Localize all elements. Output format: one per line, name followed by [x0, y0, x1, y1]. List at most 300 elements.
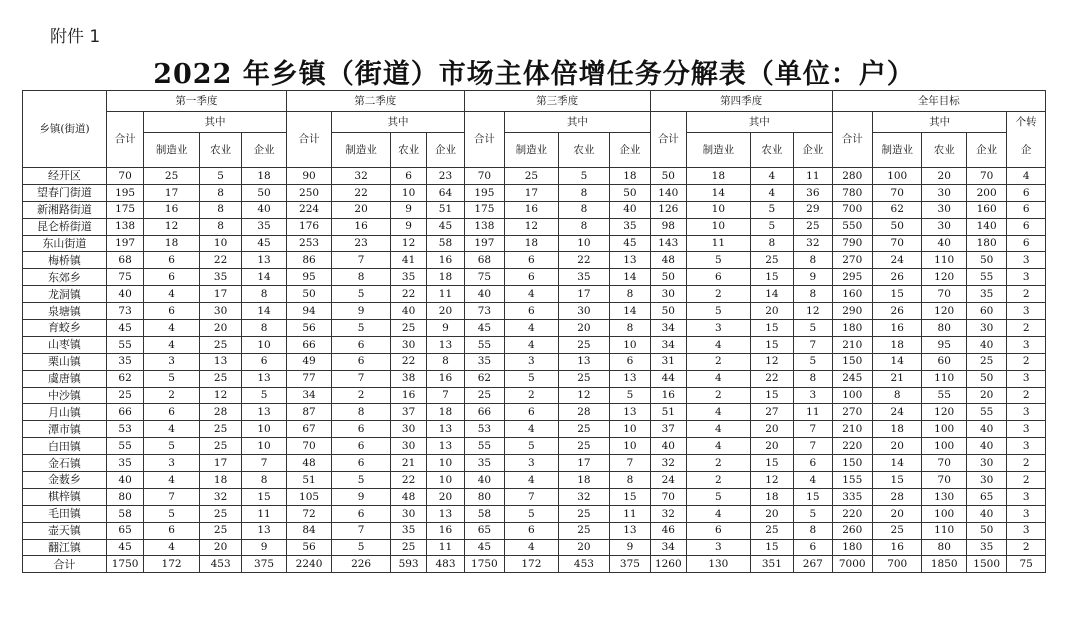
- table-row: [23, 336, 1046, 353]
- cell: 10: [242, 438, 286, 455]
- cell: 700: [872, 556, 922, 573]
- cell: 25: [558, 336, 610, 353]
- cell: 6: [332, 336, 391, 353]
- cell: 1750: [106, 556, 143, 573]
- q1-enterprise-header: 企业: [242, 133, 286, 168]
- cell: 14: [610, 269, 650, 286]
- cell: 13: [610, 252, 650, 269]
- cell: 48: [390, 488, 426, 505]
- table-row: [23, 320, 1046, 337]
- cell: 17: [505, 184, 559, 201]
- cell: 65: [966, 488, 1006, 505]
- cell: 50: [650, 168, 686, 185]
- cell: 3: [144, 353, 200, 370]
- cell: 3: [1007, 522, 1046, 539]
- cell: 87: [286, 404, 331, 421]
- cell: 6: [505, 404, 559, 421]
- cell: 138: [106, 218, 143, 235]
- row-name: 经开区: [23, 168, 107, 185]
- cell: 72: [286, 505, 331, 522]
- cell: 4: [687, 404, 751, 421]
- cell: 7: [332, 370, 391, 387]
- cell: 4: [687, 370, 751, 387]
- cell: 150: [832, 455, 872, 472]
- cell: 3: [794, 387, 832, 404]
- cell: 46: [650, 522, 686, 539]
- cell: 3: [505, 353, 559, 370]
- cell: 22: [390, 286, 426, 303]
- cell: 25: [199, 522, 241, 539]
- cell: 3: [1007, 252, 1046, 269]
- cell: 32: [650, 505, 686, 522]
- cell: 4: [687, 336, 751, 353]
- cell: 95: [922, 336, 966, 353]
- table-row: [23, 235, 1046, 252]
- cell: 86: [286, 252, 331, 269]
- cell: 24: [872, 404, 922, 421]
- cell: 6: [242, 353, 286, 370]
- cell: 150: [832, 353, 872, 370]
- cell: 70: [872, 184, 922, 201]
- annual-enterprise-header: 企业: [966, 133, 1006, 168]
- cell: 270: [832, 252, 872, 269]
- cell: 30: [922, 201, 966, 218]
- cell: 40: [610, 201, 650, 218]
- cell: 25: [750, 522, 793, 539]
- cell: 18: [558, 472, 610, 489]
- cell: 58: [464, 505, 504, 522]
- q1-manufacturing-header: 制造业: [144, 133, 200, 168]
- cell: 14: [687, 184, 751, 201]
- cell: 8: [558, 201, 610, 218]
- cell: 3: [144, 455, 200, 472]
- cell: 25: [750, 252, 793, 269]
- cell: 3: [1007, 269, 1046, 286]
- cell: 126: [650, 201, 686, 218]
- cell: 172: [144, 556, 200, 573]
- cell: 7: [794, 421, 832, 438]
- cell: 4: [505, 336, 559, 353]
- cell: 15: [750, 387, 793, 404]
- cell: 5: [505, 370, 559, 387]
- cell: 75: [464, 269, 504, 286]
- cell: 23: [332, 235, 391, 252]
- q4-total-header: 合计: [650, 112, 686, 168]
- row-name: 月山镇: [23, 404, 107, 421]
- cell: 40: [242, 201, 286, 218]
- cell: 70: [966, 168, 1006, 185]
- cell: 25: [558, 505, 610, 522]
- cell: 32: [794, 235, 832, 252]
- cell: 15: [750, 320, 793, 337]
- cell: 6: [332, 353, 391, 370]
- cell: 45: [464, 320, 504, 337]
- cell: 25: [390, 539, 426, 556]
- cell: 2: [144, 387, 200, 404]
- cell: 20: [332, 201, 391, 218]
- cell: 14: [872, 455, 922, 472]
- cell: 130: [922, 488, 966, 505]
- row-name: 昆仑桥街道: [23, 218, 107, 235]
- cell: 4: [144, 286, 200, 303]
- cell: 25: [464, 387, 504, 404]
- row-name: 新湘路街道: [23, 201, 107, 218]
- cell: 5: [505, 505, 559, 522]
- table-row: [23, 455, 1046, 472]
- cell: 50: [966, 522, 1006, 539]
- cell: 73: [464, 303, 504, 320]
- cell: 29: [794, 201, 832, 218]
- cell: 18: [199, 472, 241, 489]
- cell: 2: [1007, 286, 1046, 303]
- cell: 2: [1007, 455, 1046, 472]
- cell: 37: [650, 421, 686, 438]
- cell: 34: [286, 387, 331, 404]
- cell: 37: [390, 404, 426, 421]
- table-row: [23, 522, 1046, 539]
- table-row: [23, 269, 1046, 286]
- cell: 13: [199, 353, 241, 370]
- q1-header: 第一季度: [106, 91, 286, 112]
- cell: 51: [427, 201, 464, 218]
- cell: 70: [464, 168, 504, 185]
- cell: 210: [832, 421, 872, 438]
- cell: 7: [427, 387, 464, 404]
- cell: 16: [650, 387, 686, 404]
- cell: 45: [427, 218, 464, 235]
- cell: 13: [427, 336, 464, 353]
- conversion-header-bottom: 企: [1007, 133, 1046, 168]
- cell: 8: [199, 184, 241, 201]
- cell: 2: [505, 387, 559, 404]
- cell: 4: [505, 320, 559, 337]
- cell: 6: [1007, 218, 1046, 235]
- cell: 18: [144, 235, 200, 252]
- table-row: [23, 168, 1046, 185]
- cell: 5: [687, 488, 751, 505]
- cell: 30: [390, 505, 426, 522]
- cell: 3: [1007, 488, 1046, 505]
- cell: 55: [966, 269, 1006, 286]
- cell: 5: [687, 303, 751, 320]
- cell: 20: [427, 303, 464, 320]
- cell: 11: [794, 168, 832, 185]
- cell: 25: [390, 320, 426, 337]
- cell: 2: [1007, 539, 1046, 556]
- cell: 12: [505, 218, 559, 235]
- q2-total-header: 合计: [286, 112, 331, 168]
- cell: 23: [427, 168, 464, 185]
- cell: 5: [332, 472, 391, 489]
- table-row: [23, 488, 1046, 505]
- q2-agriculture-header: 农业: [390, 133, 426, 168]
- cell: 20: [199, 539, 241, 556]
- cell: 67: [286, 421, 331, 438]
- cell: 12: [199, 387, 241, 404]
- cell: 483: [427, 556, 464, 573]
- cell: 15: [872, 286, 922, 303]
- cell: 8: [242, 472, 286, 489]
- cell: 120: [922, 404, 966, 421]
- cell: 4: [505, 421, 559, 438]
- row-name: 棋梓镇: [23, 488, 107, 505]
- cell: 10: [558, 235, 610, 252]
- cell: 5: [332, 539, 391, 556]
- cell: 66: [286, 336, 331, 353]
- cell: 14: [872, 353, 922, 370]
- cell: 12: [144, 218, 200, 235]
- table-row: [23, 404, 1046, 421]
- cell: 5: [750, 218, 793, 235]
- row-name: 白田镇: [23, 438, 107, 455]
- cell: 8: [794, 286, 832, 303]
- cell: 6: [332, 438, 391, 455]
- cell: 35: [106, 353, 143, 370]
- row-name: 东郊乡: [23, 269, 107, 286]
- cell: 7: [610, 455, 650, 472]
- cell: 11: [242, 505, 286, 522]
- cell: 55: [966, 404, 1006, 421]
- cell: 25: [199, 421, 241, 438]
- cell: 143: [650, 235, 686, 252]
- annual-total-header: 合计: [832, 112, 872, 168]
- cell: 24: [872, 252, 922, 269]
- cell: 26: [872, 269, 922, 286]
- cell: 593: [390, 556, 426, 573]
- cell: 62: [464, 370, 504, 387]
- cell: 34: [650, 539, 686, 556]
- table-row: [23, 505, 1046, 522]
- cell: 20: [199, 320, 241, 337]
- cell: 30: [390, 421, 426, 438]
- cell: 30: [199, 303, 241, 320]
- cell: 17: [144, 184, 200, 201]
- cell: 3: [687, 320, 751, 337]
- cell: 12: [390, 235, 426, 252]
- cell: 26: [872, 303, 922, 320]
- cell: 16: [872, 320, 922, 337]
- cell: 15: [872, 472, 922, 489]
- cell: 15: [750, 539, 793, 556]
- cell: 10: [687, 201, 751, 218]
- cell: 21: [872, 370, 922, 387]
- cell: 40: [390, 303, 426, 320]
- cell: 3: [1007, 505, 1046, 522]
- cell: 6: [144, 404, 200, 421]
- cell: 13: [610, 522, 650, 539]
- cell: 5: [794, 353, 832, 370]
- cell: 34: [650, 336, 686, 353]
- cell: 6: [505, 252, 559, 269]
- cell: 4: [144, 320, 200, 337]
- annual-manufacturing-header: 制造业: [872, 133, 922, 168]
- cell: 12: [558, 387, 610, 404]
- cell: 6: [610, 353, 650, 370]
- cell: 8: [332, 404, 391, 421]
- cell: 45: [464, 539, 504, 556]
- table-row: [23, 421, 1046, 438]
- cell: 25: [199, 438, 241, 455]
- cell: 5: [794, 505, 832, 522]
- cell: 20: [750, 421, 793, 438]
- cell: 60: [966, 303, 1006, 320]
- cell: 11: [427, 539, 464, 556]
- cell: 4: [505, 539, 559, 556]
- row-name: 金薮乡: [23, 472, 107, 489]
- cell: 34: [650, 320, 686, 337]
- cell: 6: [390, 168, 426, 185]
- cell: 35: [464, 455, 504, 472]
- cell: 6: [687, 522, 751, 539]
- cell: 16: [144, 201, 200, 218]
- annual-agriculture-header: 农业: [922, 133, 966, 168]
- cell: 5: [687, 252, 751, 269]
- cell: 6: [332, 505, 391, 522]
- cell: 94: [286, 303, 331, 320]
- cell: 8: [558, 184, 610, 201]
- cell: 70: [286, 438, 331, 455]
- cell: 20: [750, 505, 793, 522]
- cell: 8: [242, 286, 286, 303]
- cell: 20: [872, 505, 922, 522]
- cell: 7: [332, 252, 391, 269]
- cell: 20: [558, 320, 610, 337]
- cell: 290: [832, 303, 872, 320]
- cell: 18: [872, 421, 922, 438]
- cell: 40: [966, 336, 1006, 353]
- cell: 45: [610, 235, 650, 252]
- cell: 2: [1007, 472, 1046, 489]
- cell: 6: [1007, 184, 1046, 201]
- cell: 18: [427, 269, 464, 286]
- cell: 110: [922, 370, 966, 387]
- cell: 28: [199, 404, 241, 421]
- q2-header: 第二季度: [286, 91, 464, 112]
- cell: 32: [199, 488, 241, 505]
- cell: 15: [794, 488, 832, 505]
- cell: 25: [558, 370, 610, 387]
- cell: 10: [390, 184, 426, 201]
- cell: 70: [922, 472, 966, 489]
- cell: 50: [650, 269, 686, 286]
- cell: 2: [687, 387, 751, 404]
- cell: 50: [286, 286, 331, 303]
- cell: 9: [390, 201, 426, 218]
- cell: 5: [558, 168, 610, 185]
- cell: 70: [650, 488, 686, 505]
- cell: 250: [286, 184, 331, 201]
- row-name: 龙洞镇: [23, 286, 107, 303]
- cell: 30: [966, 320, 1006, 337]
- cell: 197: [106, 235, 143, 252]
- attachment-label: 附件 1: [50, 27, 101, 47]
- cell: 75: [1007, 556, 1046, 573]
- cell: 25: [199, 336, 241, 353]
- cell: 6: [332, 421, 391, 438]
- cell: 55: [464, 336, 504, 353]
- cell: 4: [750, 168, 793, 185]
- table-row: [23, 184, 1046, 201]
- cell: 8: [427, 353, 464, 370]
- cell: 1260: [650, 556, 686, 573]
- cell: 175: [106, 201, 143, 218]
- cell: 66: [464, 404, 504, 421]
- cell: 195: [464, 184, 504, 201]
- cell: 6: [505, 522, 559, 539]
- cell: 20: [966, 387, 1006, 404]
- cell: 95: [286, 269, 331, 286]
- cell: 10: [242, 336, 286, 353]
- cell: 130: [687, 556, 751, 573]
- cell: 13: [242, 404, 286, 421]
- cell: 10: [199, 235, 241, 252]
- cell: 4: [505, 286, 559, 303]
- cell: 25: [144, 168, 200, 185]
- cell: 25: [794, 218, 832, 235]
- row-name: 合计: [23, 556, 107, 573]
- cell: 18: [505, 235, 559, 252]
- row-name: 壶天镇: [23, 522, 107, 539]
- cell: 35: [464, 353, 504, 370]
- cell: 7: [144, 488, 200, 505]
- cell: 210: [832, 336, 872, 353]
- cell: 7: [505, 488, 559, 505]
- cell: 550: [832, 218, 872, 235]
- cell: 9: [610, 539, 650, 556]
- table-row: [23, 387, 1046, 404]
- total-row: [23, 556, 1046, 573]
- cell: 4: [144, 336, 200, 353]
- cell: 2: [687, 455, 751, 472]
- cell: 16: [872, 539, 922, 556]
- cell: 3: [1007, 404, 1046, 421]
- cell: 30: [390, 336, 426, 353]
- cell: 13: [610, 370, 650, 387]
- q2-enterprise-header: 企业: [427, 133, 464, 168]
- cell: 10: [610, 421, 650, 438]
- region-header: 乡镇(街道): [23, 91, 107, 168]
- cell: 44: [650, 370, 686, 387]
- cell: 40: [966, 438, 1006, 455]
- cell: 55: [106, 336, 143, 353]
- cell: 4: [687, 438, 751, 455]
- cell: 18: [242, 168, 286, 185]
- cell: 10: [687, 218, 751, 235]
- cell: 197: [464, 235, 504, 252]
- cell: 7: [242, 455, 286, 472]
- table-row: [23, 303, 1046, 320]
- q2-manufacturing-header: 制造业: [332, 133, 391, 168]
- cell: 6: [144, 252, 200, 269]
- cell: 100: [872, 168, 922, 185]
- q4-agriculture-header: 农业: [750, 133, 793, 168]
- cell: 8: [750, 235, 793, 252]
- q1-among-header: 其中: [144, 112, 287, 133]
- cell: 5: [242, 387, 286, 404]
- cell: 9: [332, 488, 391, 505]
- cell: 30: [650, 286, 686, 303]
- cell: 35: [390, 522, 426, 539]
- cell: 780: [832, 184, 872, 201]
- cell: 18: [687, 168, 751, 185]
- cell: 64: [427, 184, 464, 201]
- cell: 195: [106, 184, 143, 201]
- cell: 65: [106, 522, 143, 539]
- cell: 40: [922, 235, 966, 252]
- cell: 10: [610, 336, 650, 353]
- cell: 10: [242, 421, 286, 438]
- cell: 20: [427, 488, 464, 505]
